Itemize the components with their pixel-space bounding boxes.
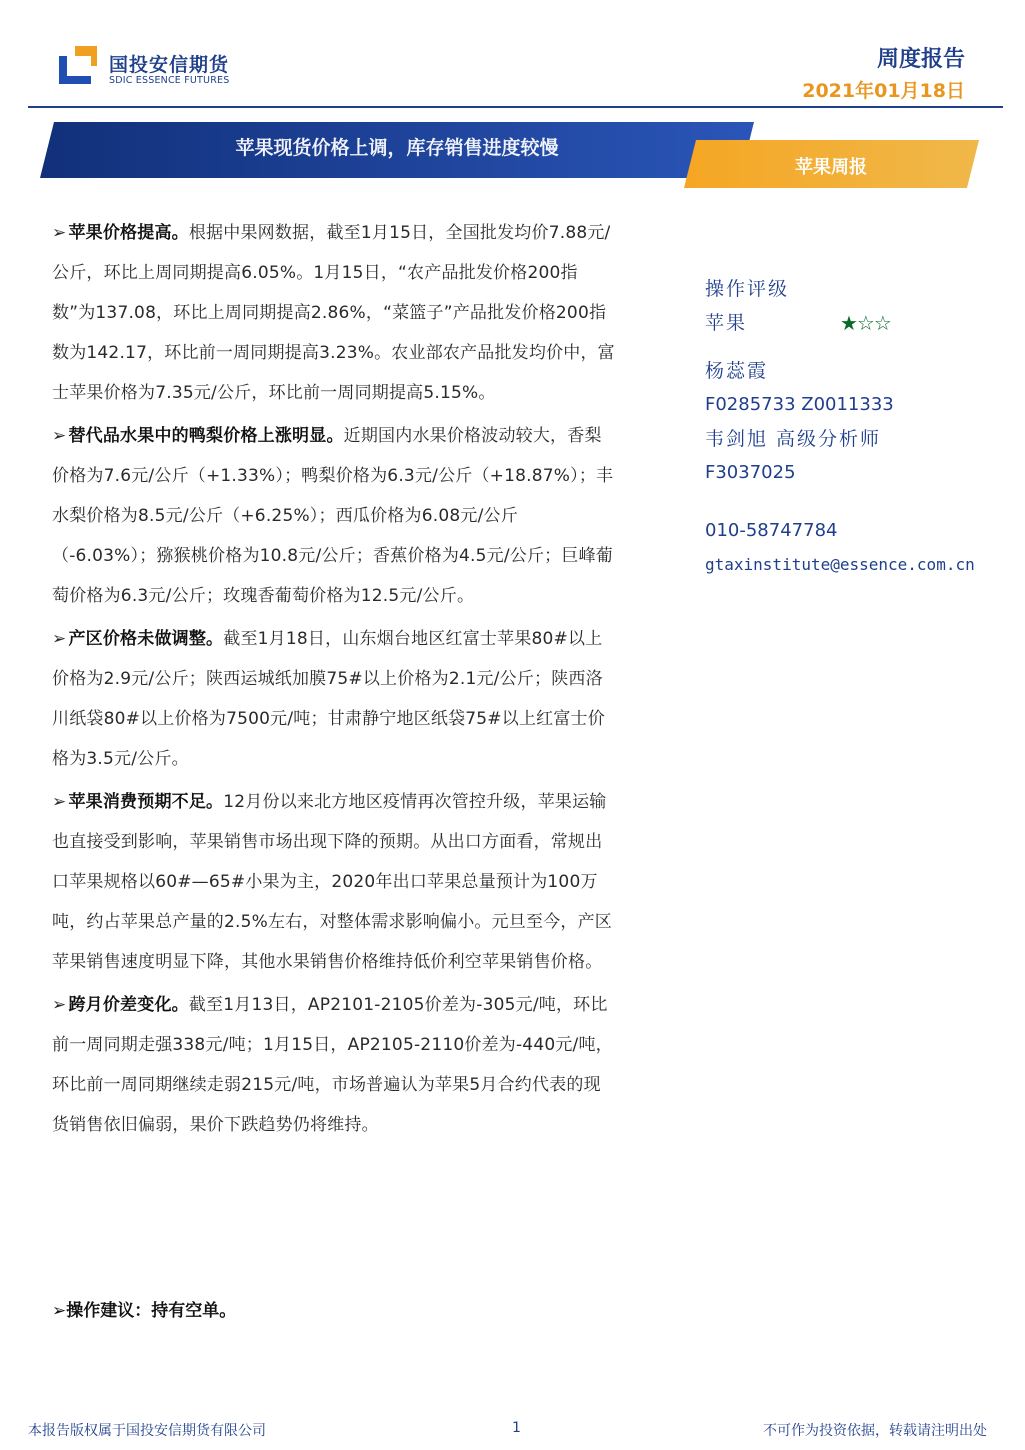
contact-phone: 010-58747784	[705, 520, 838, 541]
logo-chinese-name: 国投安信期货	[109, 54, 230, 76]
sidebar	[705, 272, 1025, 582]
contact-email[interactable]: gtaxinstitute@essence.com.cn	[705, 555, 975, 574]
paragraph-lead: 苹果消费预期不足。	[68, 792, 224, 812]
paragraph-lead: 替代品水果中的鸭梨价格上涨明显。	[68, 426, 344, 446]
paragraph-consumption	[52, 782, 617, 982]
paragraph-apple-price	[52, 213, 617, 413]
report-type: 周度报告	[876, 47, 965, 72]
rating-label-row	[705, 272, 1025, 306]
paragraph-text: 截至1月13日，AP2101-2105价差为-305元/吨，环比前一周同期走强338元/吨；1月15日，AP2105-2110价差为-440元/吨，环比前一周同期继续走弱215元/吨，市场普遍认为苹果5月合约代表的现货销售依旧偏弱，果价下跌趋势仍将维持。	[52, 995, 613, 1135]
contact-email-row	[705, 548, 1025, 582]
analyst1-name: 杨蕊霞	[705, 360, 769, 382]
report-category-tag: 苹果周报	[795, 157, 867, 178]
disclaimer-notice: 不可作为投资依据，转载请注明出处	[763, 1423, 987, 1439]
paragraph-lead: 苹果价格提高。	[68, 223, 189, 243]
page-number: 1	[512, 1420, 521, 1436]
paragraph-lead: 跨月价差变化。	[68, 995, 189, 1015]
logo-english-name: SDIC ESSENCE FUTURES	[109, 75, 230, 86]
rated-product: 苹果	[705, 312, 748, 334]
report-body	[52, 213, 617, 1148]
rating-label: 操作评级	[705, 278, 790, 300]
bullet-arrow-icon: ➢	[52, 995, 67, 1015]
bullet-arrow-icon: ➢	[52, 629, 67, 649]
company-logo	[55, 42, 255, 92]
copyright-notice: 本报告版权属于国投安信期货有限公司	[28, 1423, 266, 1439]
analyst2-row	[705, 422, 1025, 456]
analyst1-name-row	[705, 354, 1025, 388]
analyst2-name-title: 韦剑旭 高级分析师	[705, 428, 882, 450]
logo-mark-icon	[55, 42, 101, 88]
paragraph-text: 根据中果网数据，截至1月15日，全国批发均价7.88元/公斤，环比上周同期提高6.05%。1月15日，“农产品批发价格200指数”为137.08，环比上周同期提高2.86%，“菜篮子”产品批发价格200指数为142.17，环比前一周同期提高3.23%。农业部农产品批发均价中，富士苹果价格为7.35元/公斤，环比前一周同期提高5.15%。	[52, 223, 615, 403]
header-divider	[28, 106, 1003, 108]
paragraph-text: 截至1月18日，山东烟台地区红富士苹果80#以上价格为2.9元/公斤；陕西运城纸加膜75#以上价格为2.1元/公斤；陕西洛川纸袋80#以上价格为7500元/吨；甘肃静宁地区纸袋75#以上红富士价格为3.5元/公斤。	[52, 629, 605, 769]
page-footer	[28, 1420, 987, 1442]
rating-row	[705, 306, 1025, 340]
report-title: 苹果现货价格上调，库存销售进度较慢	[235, 137, 559, 159]
paragraph-substitute-fruits	[52, 416, 617, 616]
paragraph-origin-prices	[52, 619, 617, 779]
paragraph-text: 12月份以来北方地区疫情再次管控升级，苹果运输也直接受到影响，苹果销售市场出现下降的预期。从出口方面看，常规出口苹果规格以60#—65#小果为主，2020年出口苹果总量预计为100万吨，约占苹果总产量的2.5%左右，对整体需求影响偏小。元旦至今，产区苹果销售速度明显下降，其他水果销售价格维持低价利空苹果销售价格。	[52, 792, 612, 972]
bullet-arrow-icon: ➢	[52, 426, 67, 446]
operation-advice: ➢操作建议：持有空单。	[52, 1301, 237, 1321]
paragraph-spread	[52, 985, 617, 1145]
paragraph-lead: 产区价格未做调整。	[68, 629, 224, 649]
rating-stars-icon: ★☆☆	[840, 311, 891, 335]
bullet-arrow-icon: ➢	[52, 223, 67, 243]
report-date: 2021年01月18日	[802, 80, 965, 102]
analyst2-id: F3037025	[705, 462, 796, 483]
analyst1-ids: F0285733 Z0011333	[705, 394, 894, 415]
paragraph-text: 近期国内水果价格波动较大，香梨价格为7.6元/公斤（+1.33%）；鸭梨价格为6.3元/公斤（+18.87%）；丰水梨价格为8.5元/公斤（+6.25%）；西瓜价格为6.08元/公斤（-6.03%）；猕猴桃价格为10.8元/公斤；香蕉价格为4.5元/公斤；巨峰葡萄价格为6.3元/公斤；玫瑰香葡萄价格为12.5元/公斤。	[52, 426, 614, 606]
bullet-arrow-icon: ➢	[52, 792, 67, 812]
